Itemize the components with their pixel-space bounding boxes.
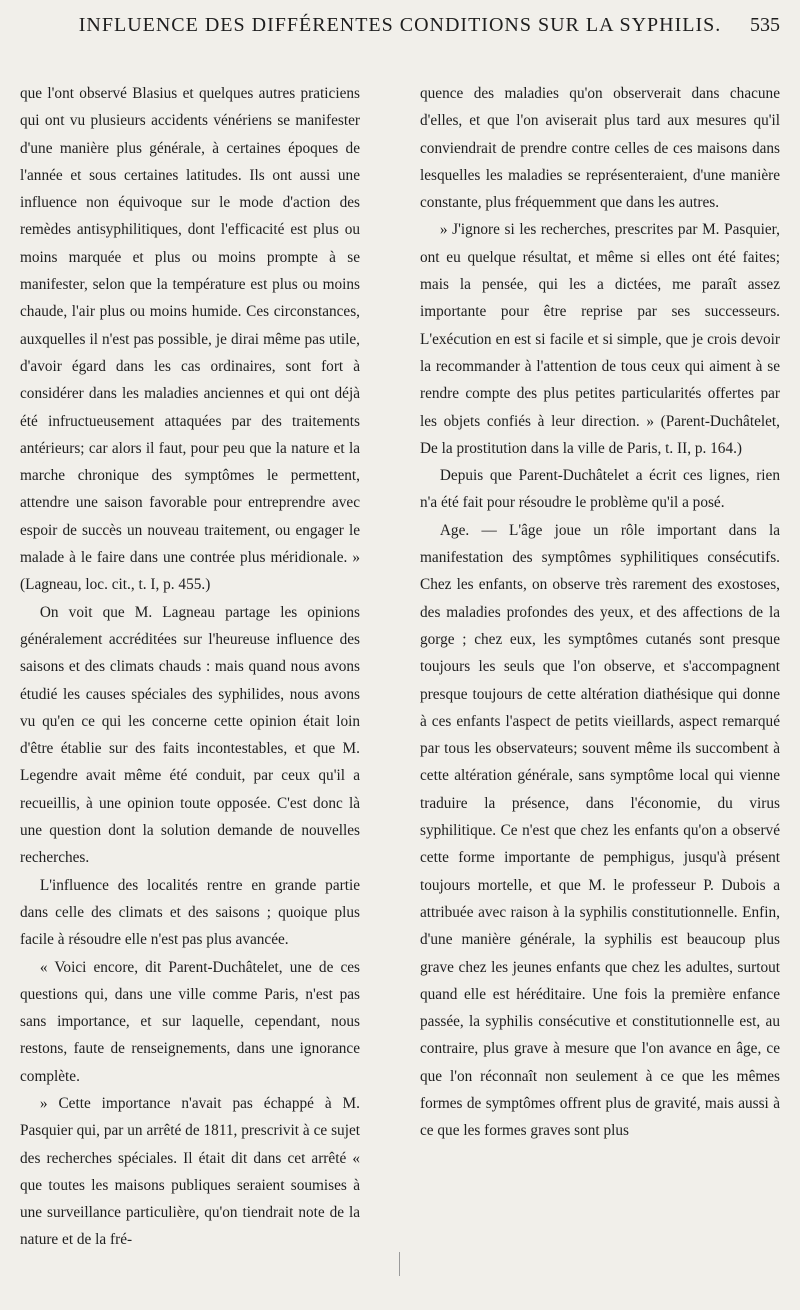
page-header: [0, 14, 800, 54]
left-column: [20, 80, 360, 1254]
paragraph: » J'ignore si les recherches, prescrites par M. Pasquier, ont eu quelque résultat, et même si elles ont été faites; mais la pensée, qui les a dictées, me paraît assez importante pour être reprise par ses successeurs. L'exécution en est si facile et si simple, que je crois devoir la recommander à l'attention de tous ceux qui aiment à se rendre compte des plus petites particularités offertes par les objets confiés à leur direction. » (Parent-Duchâtelet, De la prostitution dans la ville de Paris, t. II, p. 164.): [420, 221, 780, 457]
paragraph: » Cette importance n'avait pas échappé à M. Pasquier qui, par un arrêté de 1811, prescrivit à ce sujet des recherches spéciales. Il était dit dans cet arrêté « que toutes les maisons publiques seraient soumises à une surveillance particulière, qu'on tiendrait note de la nature et de la fré-: [20, 1094, 360, 1249]
running-head: INFLUENCE DES DIFFÉRENTES CONDITIONS SUR LA SYPHILIS.: [78, 14, 722, 36]
paragraph: Depuis que Parent-Duchâtelet a écrit ces lignes, rien n'a été fait pour résoudre le problème qu'il a posé.: [420, 467, 780, 512]
paragraph: On voit que M. Lagneau partage les opinions généralement accréditées sur l'heureuse influence des saisons et des climats chauds : mais quand nous avons étudié les causes spéciales des syphilides, nous avons vu qu'en ce qui les concerne cette opinion était loin d'être établie sur des faits incontestables, et que M. Legendre avait même été conduit, par ceux qu'il a recueillis, à une opinion toute opposée. C'est donc là une question dont la solution demande de nouvelles recherches.: [20, 603, 360, 867]
paragraph: L'influence des localités rentre en grande partie dans celle des climats et des saisons ; quoique plus facile à résoudre elle n'est pas plus avancée.: [20, 876, 360, 949]
paragraph: Age. — L'âge joue un rôle important dans la manifestation des symptômes syphilitiques consécutifs. Chez les enfants, on observe très rarement des exostoses, des maladies profondes des yeux, et des affections de la gorge ; chez eux, les symptômes cutanés sont presque toujours les seuls que l'on observe, et s'accompagnent presque toujours de cette altération diathésique qui donne à ces enfants l'aspect de petits vieillards, aspect remarqué par tous les observateurs; souvent même ils succombent à cette altération générale, sans symptôme local qui vienne traduire la présence, dans l'économie, du virus syphilitique. Ce n'est que chez les enfants qu'on a observé cette forme importante de pemphigus, jusqu'à présent toujours mortelle, et que M. le professeur P. Dubois a attribuée avec raison à la syphilis constitutionnelle. Enfin, d'une manière générale, la syphilis est beaucoup plus grave chez les jeunes enfants que chez les adultes, surtout quand elle est héréditaire. Une fois la première enfance passée, la syphilis consécutive et constitutionnelle est, au contraire, plus grave à mesure que l'on avance en âge, ce que l'on réconnaît non seulement à ce que les mêmes formes de symptômes offrent plus de gravité, mais aussi à ce que les formes graves sont plus: [420, 521, 780, 1140]
right-column: [420, 80, 780, 1145]
paragraph: que l'ont observé Blasius et quelques autres praticiens qui ont vu plusieurs accidents vénériens se manifester d'une manière plus générale, à certaines époques de l'année et sous certaines latitudes. Ils ont aussi une influence non équivoque sur le mode d'action des remèdes antisyphilitiques, dont l'efficacité est plus ou moins marquée et plus ou moins prompte à se manifester, selon que la température est plus ou moins chaude, l'air plus ou moins humide. Ces circonstances, auxquelles il n'est pas possible, je dirai même pas utile, d'avoir égard dans les cas ordinaires, sont fort à considérer dans les maladies anciennes et qui ont déjà été infructueusement attaquées par des traitements antérieurs; car alors il faut, pour peu que la nature et la marche chronique des symptômes le permettent, attendre une saison favorable pour entreprendre avec espoir de succès un nouveau traitement, ou engager le malade à le faire dans une contrée plus méridionale. » (Lagneau, loc. cit., t. I, p. 455.): [20, 85, 360, 594]
page-number: 535: [750, 14, 780, 36]
column-divider: [399, 1252, 400, 1276]
paragraph: quence des maladies qu'on observerait dans chacune d'elles, et que l'on aviserait plus tard aux mesures qu'il conviendrait de prendre contre celles de ces maisons dans lesquelles les maladies se représenteraient, d'une manière constante, plus fréquemment que dans les autres.: [420, 85, 780, 212]
paragraph: « Voici encore, dit Parent-Duchâtelet, une de ces questions qui, dans une ville comme Paris, n'est pas sans importance, et sur laquelle, cependant, nous restons, faute de renseignements, dans une ignorance complète.: [20, 958, 360, 1085]
